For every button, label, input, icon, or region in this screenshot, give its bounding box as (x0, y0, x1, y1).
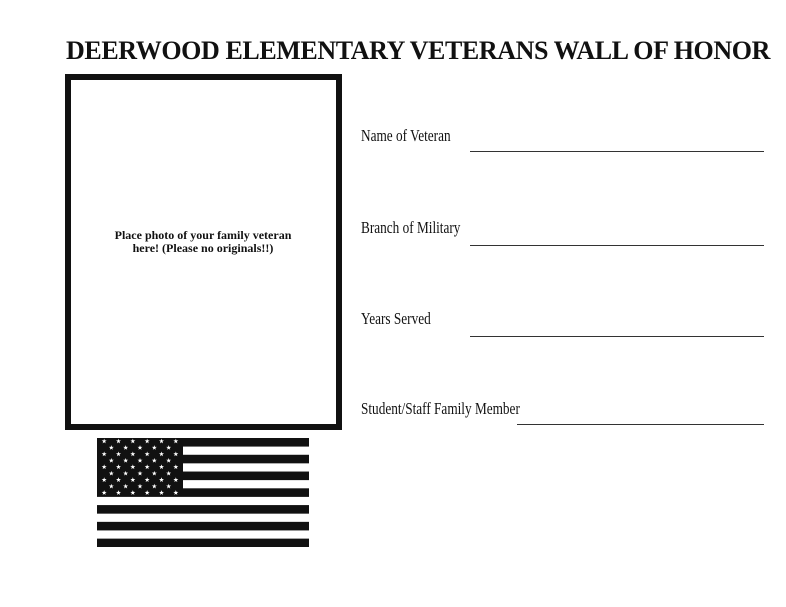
years-served-line (470, 336, 764, 337)
flag-stripe (97, 539, 309, 547)
branch-of-military-label: Branch of Military (361, 218, 461, 237)
years-served-label: Years Served (361, 309, 431, 328)
us-flag-icon (97, 438, 309, 547)
family-member-label: Student/Staff Family Member (361, 399, 520, 418)
flag-stripe (97, 522, 309, 531)
branch-of-military-line (470, 245, 764, 246)
page-title: DEERWOOD ELEMENTARY VETERANS WALL OF HONOR (66, 36, 770, 65)
family-member-line (517, 424, 764, 425)
photo-placeholder-caption: Place photo of your family veteran here! (Please no originals!!) (114, 228, 292, 255)
name-of-veteran-line (470, 151, 764, 152)
flag-stripe (97, 505, 309, 514)
name-of-veteran-label: Name of Veteran (361, 126, 451, 145)
